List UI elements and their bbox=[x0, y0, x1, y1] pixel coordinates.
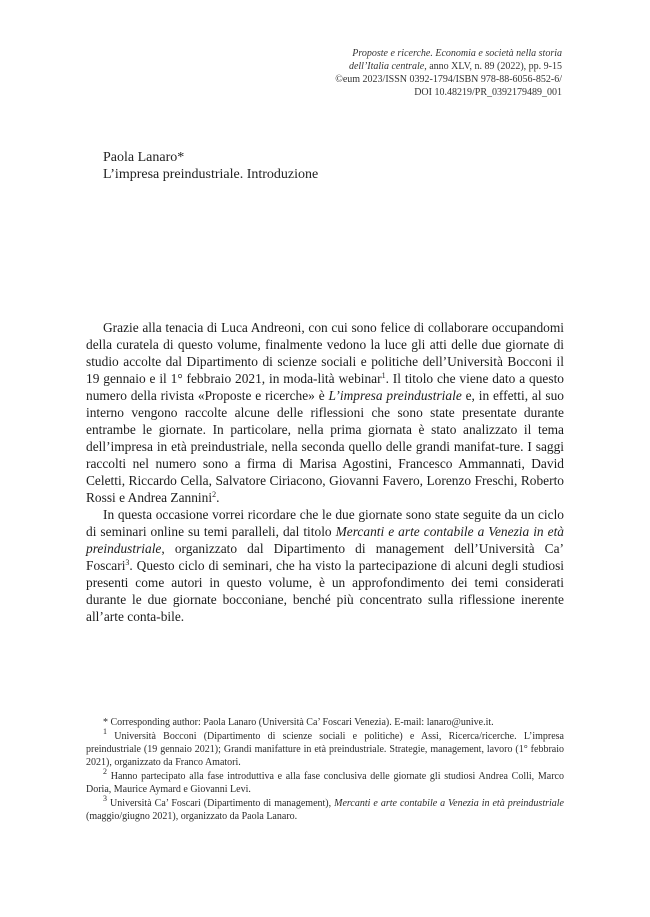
author-name: Paola Lanaro* bbox=[103, 150, 185, 165]
footnote-2: $^2$ Hanno partecipato alla fase introduttiva e alla fase conclusiva delle giornate gli studiosi Andrea Colli, Marco Doria, Maurice Aymard e Giovanni Levi. bbox=[86, 767, 564, 795]
journal-issue: , anno XLV, n. 89 (2022), pp. 9-15 bbox=[424, 61, 562, 72]
journal-header bbox=[262, 47, 562, 99]
isbn-line: ©eum 2023/ISSN 0392-1794/ISBN 978-88-6056-852-6/ bbox=[335, 74, 562, 85]
journal-name: Proposte e ricerche. Economia e società nella storia bbox=[352, 48, 562, 59]
footnote-ref-1[interactable]: 1 bbox=[381, 371, 386, 380]
paragraph-1: Grazie alla tenacia di Luca Andreoni, con cui sono felice di collaborare occupandomi della curatela di questo volume, finalmente vedono la luce gli atti delle due giornate di studio accolte dal Dipartimento di scienze sociali e politiche dell’Università Bocconi il 19 gennaio e il 1° febbraio 2021, in moda-lità webinar$^1$. Il titolo che viene dato a questo numero della rivista «Proposte e ricerche» è L’impresa preindustriale e, in effetti, al suo interno vengono raccolte alcune delle riflessioni che sono state presentate durante entrambe le giornate. In particolare, nella prima giornata è stato analizzato il tema dell’impresa in età preindustriale, nella seconda quello delle grandi manifat-ture. I saggi raccolti nel numero sono a firma di Marisa Agostini, Francesco Ammannati, David Celetti, Riccardo Cella, Salvatore Ciriacono, Giovanni Favero, Lorenzo Freschi, Roberto Rossi e Andrea Zannini$^2$. bbox=[86, 320, 564, 505]
footnote-ref-2[interactable]: 2 bbox=[212, 490, 217, 499]
doi-line: DOI 10.48219/PR_0392179489_001 bbox=[414, 87, 562, 98]
footnote-3: $^3$ Università Ca’ Foscari (Dipartimento di management), Mercanti e arte contabile a Venezia in età preindustriale (maggio/giugno 2021), organizzato da Paola Lanaro. bbox=[86, 794, 564, 822]
footnote-1: $^1$ Università Bocconi (Dipartimento di scienze sociali e politiche) e Assi, Ricerca/ricerche. L’impresa preindustriale (19 gennaio 2021); Grandi manifatture in età preindustriale. Strategie, management, lavoro (1° febbraio 2021), organizzato da Franco Amatori. bbox=[86, 727, 564, 768]
footnotes bbox=[86, 716, 564, 824]
article-title: L’impresa preindustriale. Introduzione bbox=[103, 167, 319, 182]
journal-issue-line bbox=[262, 60, 562, 73]
footnote-author: * Corresponding author: Paola Lanaro (Università Ca’ Foscari Venezia). E-mail: lanaro@unive.it. bbox=[103, 717, 494, 728]
journal-name-line bbox=[262, 47, 562, 60]
journal-name-cont: dell’Italia centrale bbox=[348, 61, 425, 72]
footnote-ref-3[interactable]: 3 bbox=[125, 558, 130, 567]
paragraph-2: In questa occasione vorrei ricordare che le due giornate sono state seguite da un ciclo di seminari online su temi paralleli, dal titolo Mercanti e arte contabile a Venezia in età preindustriale, organizzato dal Dipartimento di management dell’Università Ca’ Foscari$^3$. Questo ciclo di seminari, che ha visto la partecipazione di alcuni degli studiosi presenti come autori in questo volume, è un approfondimento dei temi considerati durante le due giornate bocconiane, benché più concentrato sulla riflessione inerente all’arte conta-bile. bbox=[86, 507, 564, 624]
article-body bbox=[86, 319, 564, 625]
